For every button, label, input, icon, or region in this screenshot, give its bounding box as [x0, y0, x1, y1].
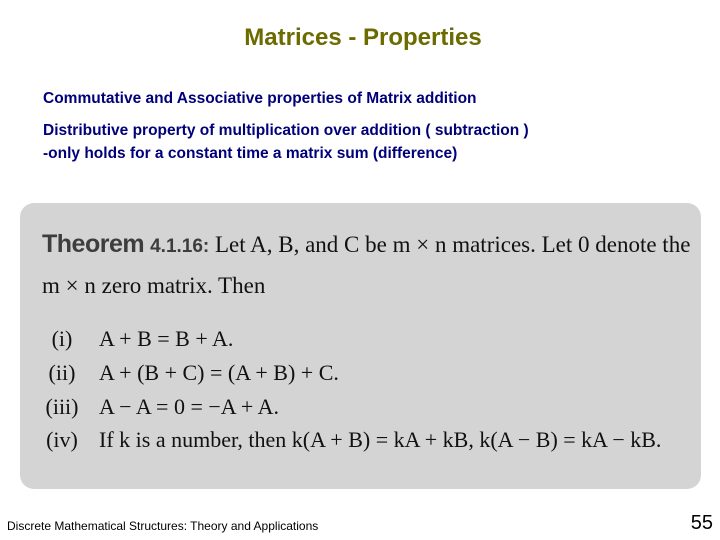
theorem-label: Theorem: [42, 230, 145, 258]
page-number: 55: [690, 512, 713, 534]
theorem-heading: [42, 230, 690, 259]
theorem-item-number: (iv): [46, 427, 78, 452]
theorem-item-text: A + (B + C) = (A + B) + C.: [99, 360, 339, 385]
theorem-number: 4.1.16:: [150, 236, 210, 257]
theorem-statement-line1: Let A, B, and C be m × n matrices. Let 0 denote the: [215, 232, 691, 257]
theorem-item-text: If k is a number, then k(A + B) = kA + kB, k(A − B) = kA − kB.: [99, 427, 662, 452]
theorem-item-number: (iii): [45, 394, 79, 419]
theorem-item-text: A − A = 0 = −A + A.: [99, 394, 280, 419]
footer-source: Discrete Mathematical Structures: Theory and Applications: [7, 519, 319, 533]
property-line-commutative: Commutative and Associative properties of Matrix addition: [43, 90, 477, 107]
property-line-constant-note: -only holds for a constant time a matrix sum (difference): [43, 145, 458, 162]
property-line-distributive: Distributive property of multiplication over addition ( subtraction ): [43, 122, 529, 139]
theorem-item-number: (ii): [48, 360, 76, 385]
theorem-statement-line2: m × n zero matrix. Then: [42, 273, 266, 298]
page-title: Matrices - Properties: [244, 24, 482, 51]
theorem-item-text: A + B = B + A.: [99, 326, 234, 351]
theorem-item-number: (i): [51, 326, 73, 351]
